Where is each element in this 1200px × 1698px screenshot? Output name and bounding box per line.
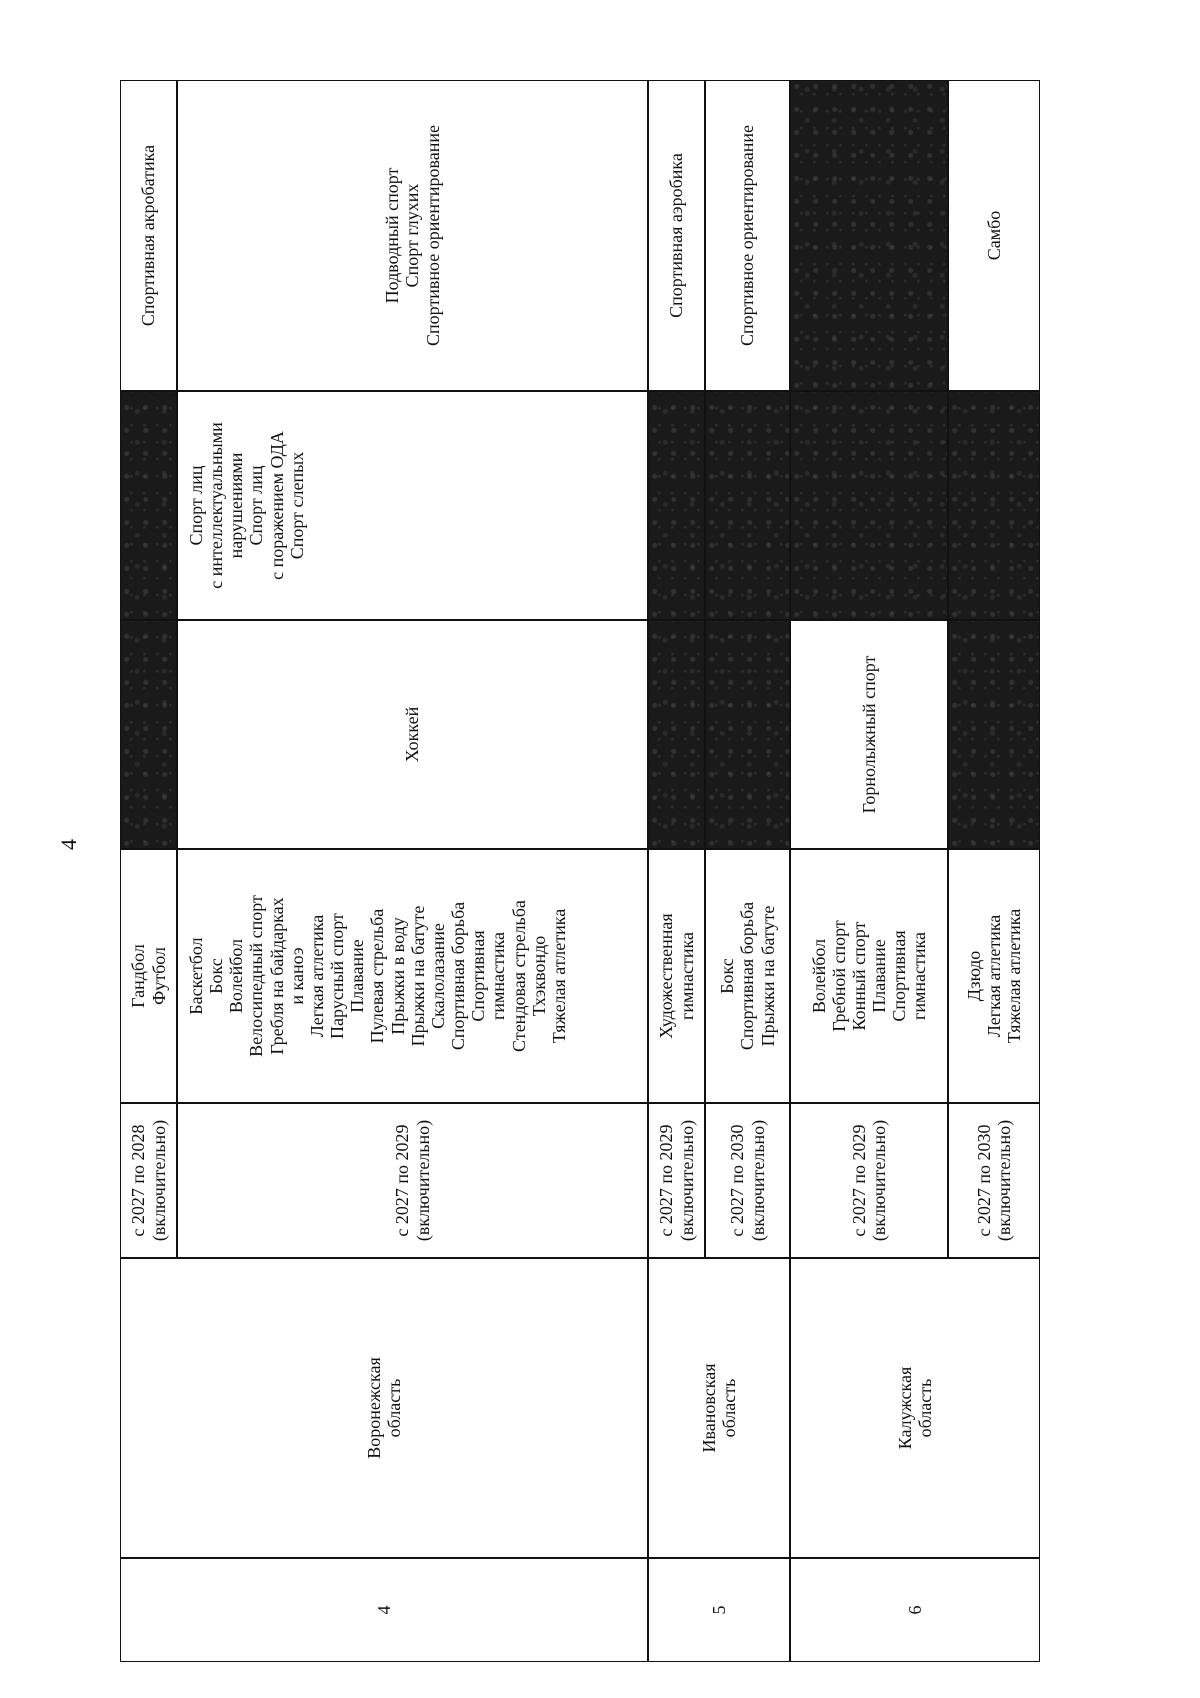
row-6b-winter-empty bbox=[948, 620, 1040, 849]
row-4-region: Воронежская область bbox=[120, 1258, 648, 1558]
row-6a-winter: Горнолыжный спорт bbox=[790, 620, 948, 849]
row-5a-sports: Художественная гимнастика bbox=[648, 849, 705, 1103]
row-6-number: 6 bbox=[790, 1558, 1040, 1662]
row-4a-winter-empty bbox=[120, 620, 177, 849]
row-4b-winter: Хоккей bbox=[177, 620, 648, 849]
row-6b-sports: Дзюдо Легкая атлетика Тяжелая атлетика bbox=[948, 849, 1040, 1103]
row-4b-adaptive: Спорт лиц с интеллектуальными нарушениями Спорт лиц с поражением ОДА Спорт слепых bbox=[177, 391, 648, 620]
row-5a-period: с 2027 по 2029 (включительно) bbox=[648, 1103, 705, 1258]
row-5b-adaptive-empty bbox=[705, 391, 790, 620]
row-6b-extra: Самбо bbox=[948, 80, 1040, 391]
row-4a-extra: Спортивная акробатика bbox=[120, 80, 177, 391]
row-6b-period: с 2027 по 2030 (включительно) bbox=[948, 1103, 1040, 1258]
row-6a-extra-empty bbox=[790, 80, 948, 391]
row-4a-sports: Гандбол Футбол bbox=[120, 849, 177, 1103]
row-5a-winter-empty bbox=[648, 620, 705, 849]
page-number: 4 bbox=[56, 839, 81, 850]
row-5b-period: с 2027 по 2030 (включительно) bbox=[705, 1103, 790, 1258]
row-4b-period: с 2027 по 2029 (включительно) bbox=[177, 1103, 648, 1258]
row-5-region: Ивановская область bbox=[648, 1258, 790, 1558]
sports-table bbox=[120, 80, 1040, 1662]
row-5a-adaptive-empty bbox=[648, 391, 705, 620]
row-4b-extra: Подводный спорт Спорт глухих Спортивное ориентирование bbox=[177, 80, 648, 391]
row-5b-extra: Спортивное ориентирование bbox=[705, 80, 790, 391]
row-5-number: 5 bbox=[648, 1558, 790, 1662]
row-6b-adaptive-empty bbox=[948, 391, 1040, 620]
row-4-number: 4 bbox=[120, 1558, 648, 1662]
row-6a-adaptive-empty bbox=[790, 391, 948, 620]
row-6a-period: с 2027 по 2029 (включительно) bbox=[790, 1103, 948, 1258]
row-4b-sports: Баскетбол Бокс Волейбол Велосипедный спорт Гребля на байдарках и каноэ Легкая атлетика Парусный спорт Плавание Пулевая стрельба Прыжки в воду Прыжки на батуте Скалолазание Спортивная борьба Спортивная гимнастика Стендовая стрельба Тхэквондо Тяжелая атлетика bbox=[177, 849, 648, 1103]
row-4a-period: с 2027 по 2028 (включительно) bbox=[120, 1103, 177, 1258]
row-6a-sports: Волейбол Гребной спорт Конный спорт Плавание Спортивная гимнастика bbox=[790, 849, 948, 1103]
row-5b-sports: Бокс Спортивная борьба Прыжки на батуте bbox=[705, 849, 790, 1103]
row-5b-winter-empty bbox=[705, 620, 790, 849]
row-4a-adaptive-empty bbox=[120, 391, 177, 620]
row-6-region: Калужская область bbox=[790, 1258, 1040, 1558]
row-5a-extra: Спортивная аэробика bbox=[648, 80, 705, 391]
